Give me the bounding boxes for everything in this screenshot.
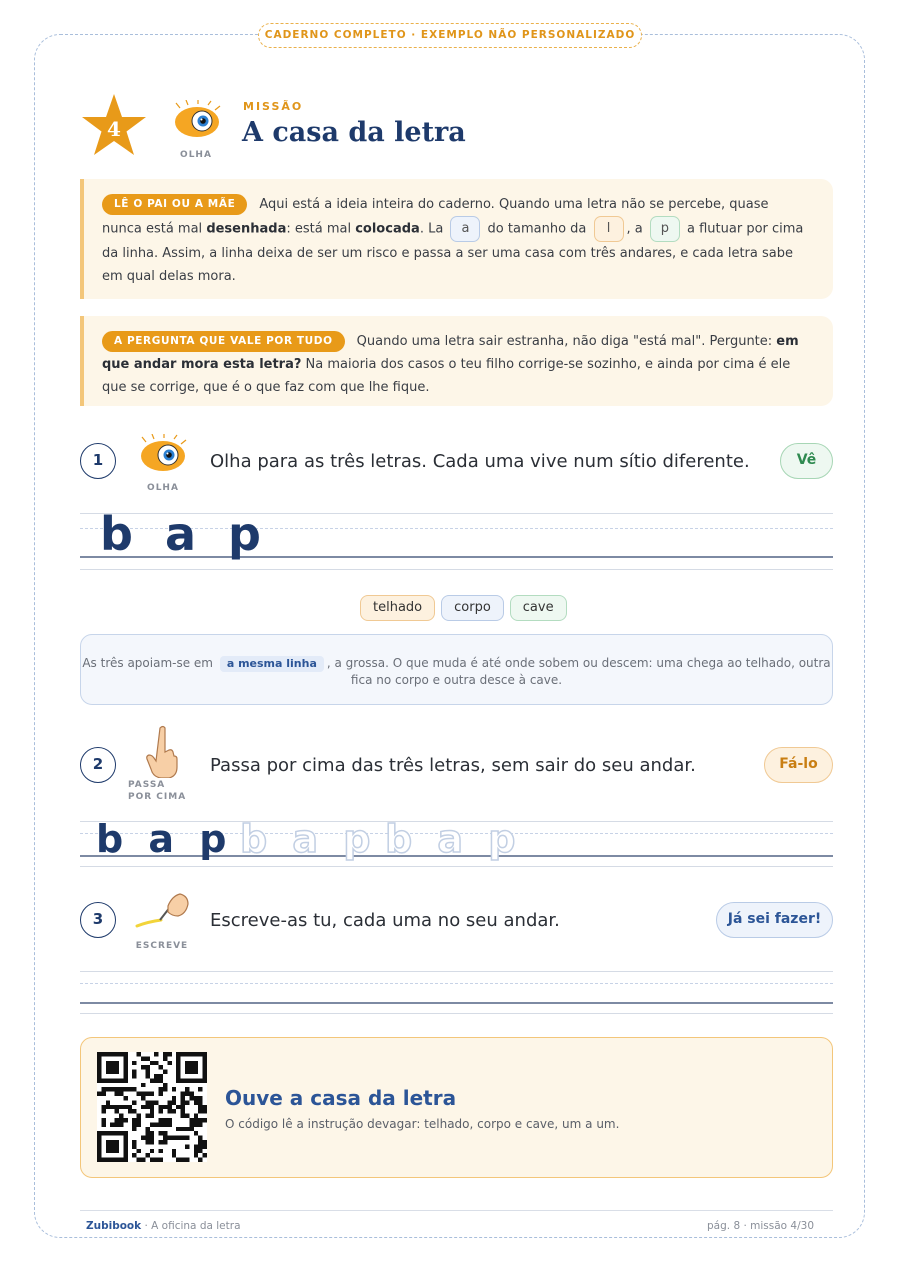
step-number: 3 <box>80 902 116 938</box>
icon-caption: OLHA <box>180 150 212 160</box>
chip-a: a <box>450 216 480 242</box>
practice-lines[interactable] <box>80 965 833 1020</box>
parent-note: LÊ O PAI OU A MÃE Aqui está a ideia inteira do caderno. Quando uma letra não se percebe, quase nunca está mal desenhada: está mal colocada. La a do tamanho da l , a p a flutuar por cima da linha. Assim, a linha deixa de ser um risco e passa a ser uma casa com três andares, e cada letra sabe em qual delas mora. <box>80 179 833 299</box>
parent-badge: LÊ O PAI OU A MÃE <box>102 194 247 215</box>
do-it-button[interactable]: Fá-lo <box>764 747 833 783</box>
model-letters: b a p <box>100 507 269 561</box>
info-highlight: a mesma linha <box>220 656 324 672</box>
step-icon-caption: OLHA <box>147 483 179 493</box>
step-text: Escreve-as tu, cada uma no seu andar. <box>210 910 560 931</box>
eye-icon <box>172 100 222 144</box>
model-letters: b a p <box>96 817 233 861</box>
page-title: A casa da letra <box>242 117 466 148</box>
top-tag: CADERNO COMPLETO · EXEMPLO NÃO PERSONALIZADO <box>258 23 642 48</box>
chip-l: l <box>594 216 624 242</box>
floor-tags <box>360 595 567 621</box>
eye-icon <box>138 434 188 478</box>
mission-kicker: MISSÃO <box>243 100 304 113</box>
audio-subtitle: O código lê a instrução devagar: telhado, corpo e cave, um a um. <box>225 1117 620 1131</box>
see-button[interactable]: Vê <box>780 443 833 479</box>
question-badge: A PERGUNTA QUE VALE POR TUDO <box>102 331 345 352</box>
step-number: 1 <box>80 443 116 479</box>
footer-divider <box>80 1210 833 1211</box>
tag-cellar: cave <box>510 595 567 621</box>
step-number: 2 <box>80 747 116 783</box>
step-icon-caption: PASSA POR CIMA <box>128 780 187 802</box>
chip-p: p <box>650 216 680 242</box>
tag-body: corpo <box>441 595 504 621</box>
step-text: Passa por cima das três letras, sem sair do seu andar. <box>210 755 696 776</box>
step-icon-caption: ESCREVE <box>135 941 189 951</box>
qr-code[interactable] <box>97 1052 207 1162</box>
tag-roof: telhado <box>360 595 435 621</box>
info-box: As três apoiam-se em a mesma linha , a grossa. O que muda é até onde sobem ou descem: uma chega ao telhado, outra fica no corpo e outra desce à cave. <box>80 634 833 705</box>
footer-brand: Zubibook · A oficina da letra <box>86 1220 241 1232</box>
audio-title: Ouve a casa da letra <box>225 1086 457 1110</box>
page-number: pág. 8 · missão 4/30 <box>707 1220 814 1232</box>
trace-letters[interactable]: b a p <box>385 817 522 861</box>
writing-hand-icon <box>134 890 190 934</box>
done-button[interactable]: Já sei fazer! <box>716 902 833 938</box>
key-question: A PERGUNTA QUE VALE POR TUDO Quando uma letra sair estranha, não diga "está mal". Pergunte: em que andar mora esta letra? Na maioria dos casos o teu filho corrige-se sozinho, e ainda por cima é ele que se corrige, que é o que faz com que lhe fique. <box>80 316 833 406</box>
step-text: Olha para as três letras. Cada uma vive num sítio diferente. <box>210 451 750 472</box>
pointing-hand-icon <box>144 724 180 778</box>
mission-number: 4 <box>107 117 121 141</box>
audio-box <box>80 1037 833 1178</box>
trace-letters[interactable]: b a p <box>240 817 377 861</box>
